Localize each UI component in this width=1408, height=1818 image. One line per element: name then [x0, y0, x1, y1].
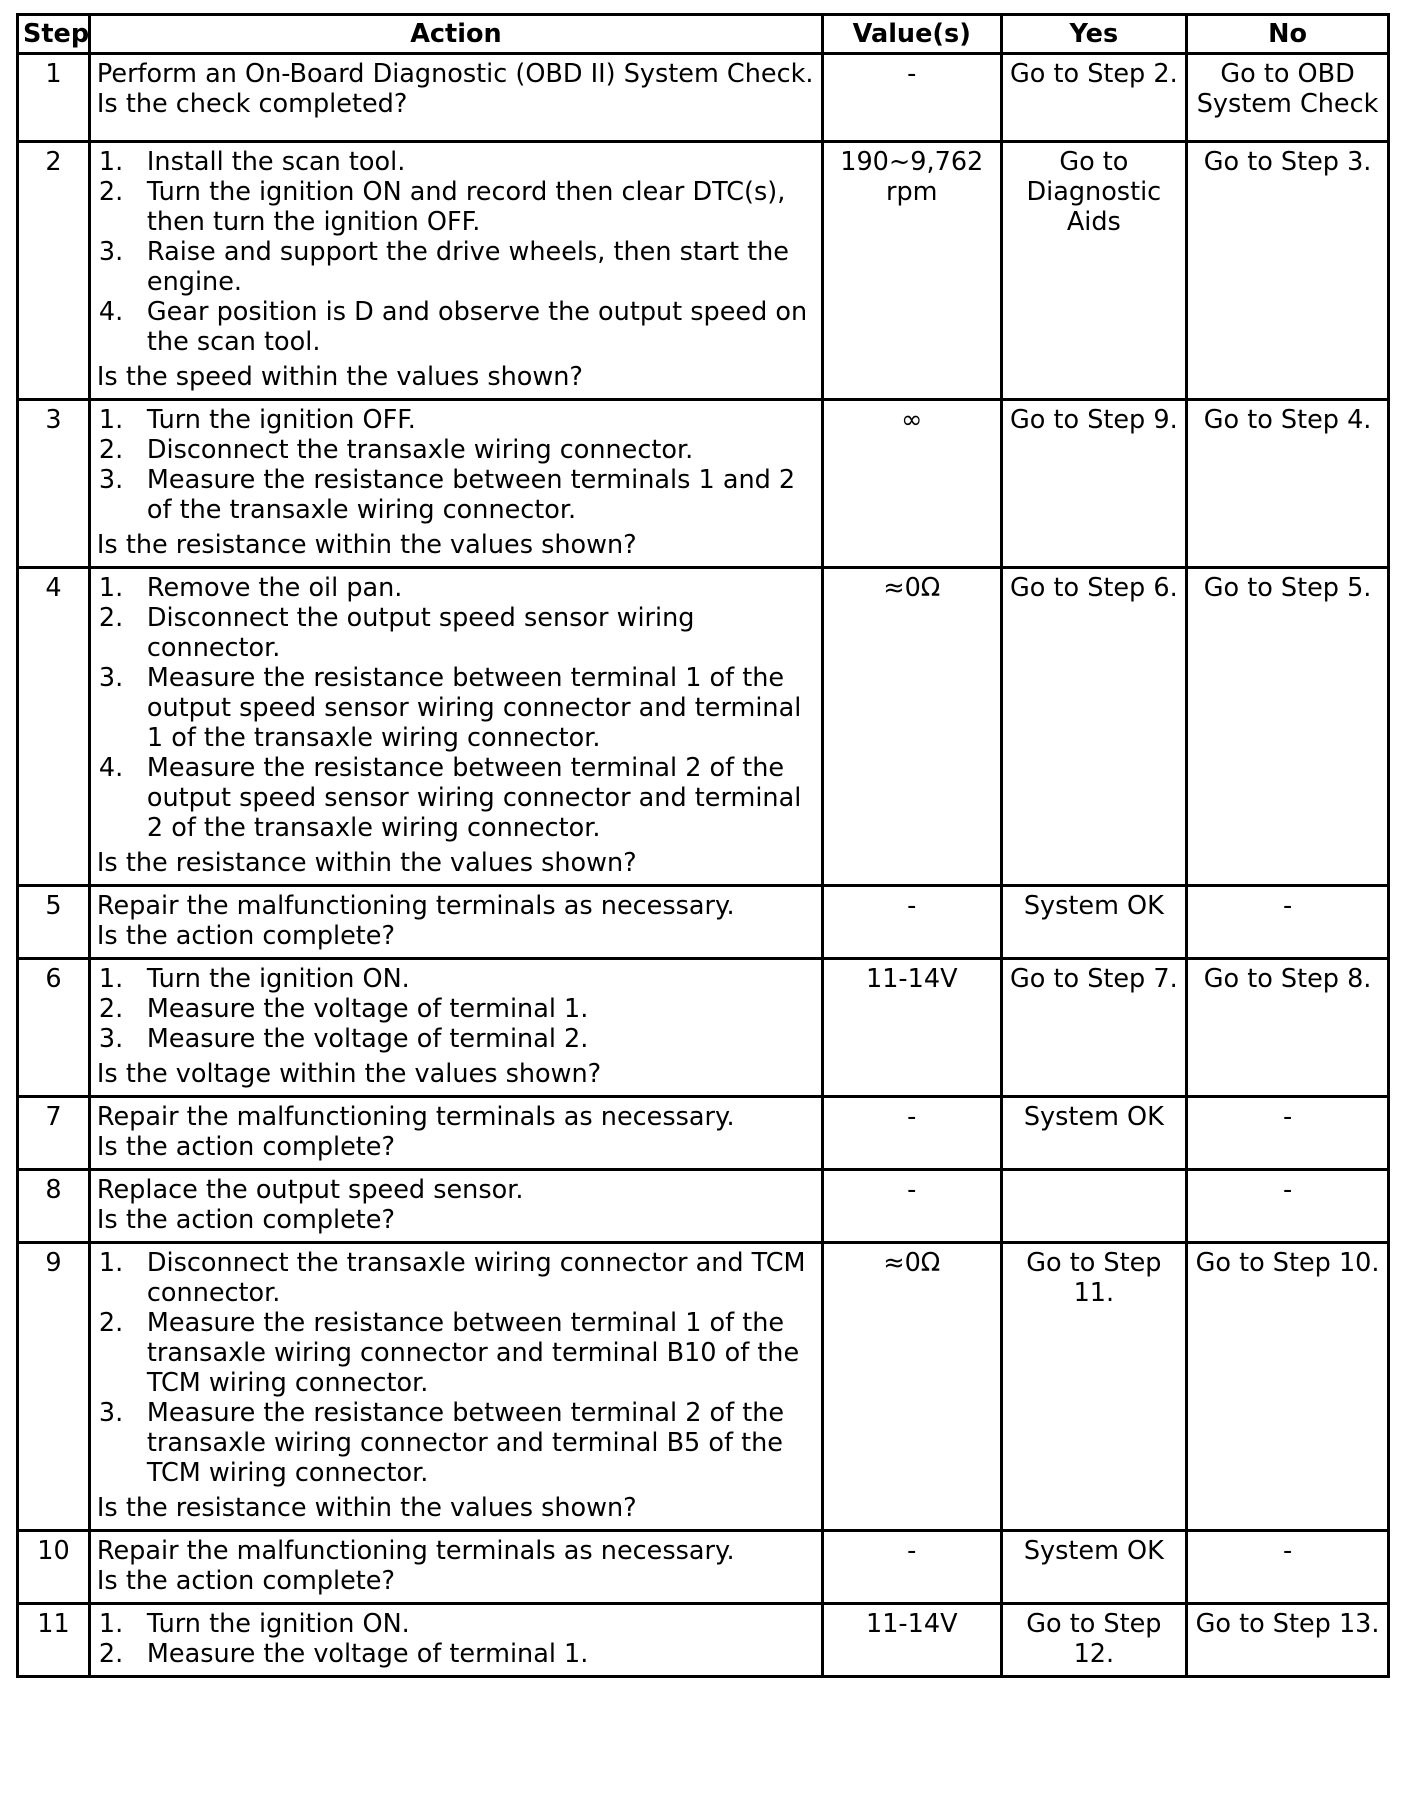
action-step-item — [97, 297, 815, 357]
action-question: Is the voltage within the values shown? — [96, 1059, 602, 1089]
action-step-item — [97, 603, 815, 663]
action-step-text: Raise and support the drive wheels, then start the engine. — [146, 237, 789, 297]
action-step-item — [97, 964, 815, 994]
action-question: Is the action complete? — [96, 921, 396, 951]
yes-cell: System OK — [1001, 886, 1187, 959]
action-step-text: Measure the resistance between terminals 1 and 2 of the transaxle wiring connector. — [146, 465, 796, 525]
action-step-number: 2. — [98, 1308, 124, 1338]
value-cell: - — [822, 54, 1001, 142]
table-row — [18, 886, 1389, 959]
action-step-text: Measure the resistance between terminal 1 of the transaxle wiring connector and terminal B10 of the TCM wiring connector. — [146, 1308, 800, 1398]
table-row — [18, 959, 1389, 1097]
action-question: Is the resistance within the values shown? — [96, 1493, 637, 1523]
value-cell: 11-14V — [822, 959, 1001, 1097]
yes-cell: Go to Diagnostic Aids — [1001, 142, 1187, 400]
no-cell: - — [1187, 886, 1389, 959]
value-cell: 190~9,762 rpm — [822, 142, 1001, 400]
action-step-text: Measure the voltage of terminal 2. — [146, 1024, 589, 1054]
action-step-number: 3. — [98, 1398, 124, 1428]
action-cell — [89, 1243, 822, 1531]
action-cell — [89, 886, 822, 959]
action-step-number: 1. — [98, 147, 124, 177]
action-text: Replace the output speed sensor. — [96, 1175, 524, 1205]
action-steps-list — [97, 964, 815, 1054]
no-cell: Go to Step 8. — [1187, 959, 1389, 1097]
action-question: Is the resistance within the values shown? — [96, 848, 637, 878]
value-cell: - — [822, 1531, 1001, 1604]
action-step-number: 4. — [98, 297, 124, 327]
action-step-text: Disconnect the transaxle wiring connector. — [146, 435, 694, 465]
action-text: Repair the malfunctioning terminals as necessary. — [96, 891, 735, 921]
action-step-text: Turn the ignition ON and record then clear DTC(s), then turn the ignition OFF. — [146, 177, 786, 237]
table-row — [18, 54, 1389, 142]
action-cell — [89, 568, 822, 886]
action-step-text: Measure the voltage of terminal 1. — [146, 994, 589, 1024]
header-step: Step — [18, 15, 90, 54]
action-step-item — [97, 753, 815, 843]
header-yes: Yes — [1001, 15, 1187, 54]
action-question: Is the action complete? — [96, 1132, 396, 1162]
action-step-item — [97, 465, 815, 525]
yes-cell: System OK — [1001, 1097, 1187, 1170]
header-row — [18, 15, 1389, 54]
action-step-number: 1. — [98, 964, 124, 994]
table-row — [18, 1531, 1389, 1604]
action-step-item — [97, 1308, 815, 1398]
action-question: Is the speed within the values shown? — [96, 362, 583, 392]
yes-cell: Go to Step 7. — [1001, 959, 1187, 1097]
action-step-item — [97, 237, 815, 297]
action-text: Perform an On-Board Diagnostic (OBD II) System Check. — [96, 59, 814, 89]
step-number: 7 — [18, 1097, 90, 1170]
action-steps-list — [97, 147, 815, 357]
action-step-number: 4. — [98, 753, 124, 783]
action-step-number: 3. — [98, 663, 124, 693]
action-step-text: Disconnect the transaxle wiring connector and TCM connector. — [146, 1248, 806, 1308]
action-step-number: 1. — [98, 573, 124, 603]
action-cell — [89, 959, 822, 1097]
action-step-item — [97, 405, 815, 435]
no-cell: - — [1187, 1097, 1389, 1170]
step-number: 1 — [18, 54, 90, 142]
step-number: 6 — [18, 959, 90, 1097]
value-cell: ≈0Ω — [822, 1243, 1001, 1531]
action-step-number: 1. — [98, 1609, 124, 1639]
action-cell — [89, 1604, 822, 1677]
value-cell: 11-14V — [822, 1604, 1001, 1677]
action-cell — [89, 1170, 822, 1243]
action-text: Repair the malfunctioning terminals as necessary. — [96, 1536, 735, 1566]
value-cell: - — [822, 1170, 1001, 1243]
action-step-number: 2. — [98, 603, 124, 633]
action-step-text: Install the scan tool. — [146, 147, 406, 177]
table-row — [18, 400, 1389, 568]
action-steps-list — [97, 1609, 815, 1669]
action-step-number: 2. — [98, 177, 124, 207]
action-cell — [89, 142, 822, 400]
action-question: Is the check completed? — [96, 89, 408, 119]
action-step-text: Measure the resistance between terminal 2 of the output speed sensor wiring connector and terminal 2 of the transaxle wiring connector. — [146, 753, 802, 843]
action-step-text: Turn the ignition OFF. — [146, 405, 416, 435]
action-step-item — [97, 994, 815, 1024]
diagnostic-table — [16, 13, 1390, 1678]
action-step-item — [97, 1639, 815, 1669]
step-number: 5 — [18, 886, 90, 959]
action-step-number: 1. — [98, 1248, 124, 1278]
step-number: 10 — [18, 1531, 90, 1604]
action-cell — [89, 54, 822, 142]
no-cell: - — [1187, 1531, 1389, 1604]
action-step-number: 3. — [98, 465, 124, 495]
action-step-text: Measure the voltage of terminal 1. — [146, 1639, 589, 1669]
value-cell: ∞ — [822, 400, 1001, 568]
yes-cell: System OK — [1001, 1531, 1187, 1604]
action-question: Is the action complete? — [96, 1205, 396, 1235]
table-row — [18, 142, 1389, 400]
action-steps-list — [97, 1248, 815, 1488]
value-cell: - — [822, 1097, 1001, 1170]
header-values: Value(s) — [822, 15, 1001, 54]
header-action: Action — [89, 15, 822, 54]
no-cell: Go to Step 3. — [1187, 142, 1389, 400]
yes-cell: Go to Step 12. — [1001, 1604, 1187, 1677]
step-number: 4 — [18, 568, 90, 886]
no-cell: Go to Step 10. — [1187, 1243, 1389, 1531]
action-steps-list — [97, 405, 815, 525]
yes-cell: Go to Step 11. — [1001, 1243, 1187, 1531]
value-cell: ≈0Ω — [822, 568, 1001, 886]
no-cell: - — [1187, 1170, 1389, 1243]
action-cell — [89, 400, 822, 568]
action-step-item — [97, 663, 815, 753]
action-step-item — [97, 147, 815, 177]
action-step-item — [97, 435, 815, 465]
action-step-text: Turn the ignition ON. — [146, 964, 410, 994]
table-body — [18, 54, 1389, 1677]
yes-cell — [1001, 1170, 1187, 1243]
step-number: 2 — [18, 142, 90, 400]
action-step-number: 3. — [98, 237, 124, 267]
action-step-number: 2. — [98, 994, 124, 1024]
header-no: No — [1187, 15, 1389, 54]
action-steps-list — [97, 573, 815, 843]
step-number: 3 — [18, 400, 90, 568]
action-step-item — [97, 1398, 815, 1488]
action-question: Is the resistance within the values shown? — [96, 530, 637, 560]
action-step-text: Remove the oil pan. — [146, 573, 403, 603]
table-row — [18, 1170, 1389, 1243]
step-number: 8 — [18, 1170, 90, 1243]
table-row — [18, 1243, 1389, 1531]
no-cell: Go to Step 5. — [1187, 568, 1389, 886]
action-step-item — [97, 177, 815, 237]
action-step-number: 2. — [98, 435, 124, 465]
action-step-item — [97, 1024, 815, 1054]
value-cell: - — [822, 886, 1001, 959]
yes-cell: Go to Step 6. — [1001, 568, 1187, 886]
action-step-item — [97, 1248, 815, 1308]
yes-cell: Go to Step 9. — [1001, 400, 1187, 568]
action-step-item — [97, 1609, 815, 1639]
action-step-text: Measure the resistance between terminal 2 of the transaxle wiring connector and terminal B5 of the TCM wiring connector. — [146, 1398, 785, 1488]
action-step-item — [97, 573, 815, 603]
action-question: Is the action complete? — [96, 1566, 396, 1596]
action-step-number: 2. — [98, 1639, 124, 1669]
action-text: Repair the malfunctioning terminals as necessary. — [96, 1102, 735, 1132]
action-cell — [89, 1097, 822, 1170]
no-cell: Go to OBD System Check — [1187, 54, 1389, 142]
yes-cell: Go to Step 2. — [1001, 54, 1187, 142]
action-step-text: Turn the ignition ON. — [146, 1609, 410, 1639]
action-step-text: Measure the resistance between terminal 1 of the output speed sensor wiring connector and terminal 1 of the transaxle wiring connector. — [146, 663, 802, 753]
action-step-text: Gear position is D and observe the output speed on the scan tool. — [146, 297, 808, 357]
step-number: 11 — [18, 1604, 90, 1677]
action-step-text: Disconnect the output speed sensor wiring connector. — [146, 603, 695, 663]
action-cell — [89, 1531, 822, 1604]
no-cell: Go to Step 4. — [1187, 400, 1389, 568]
action-step-number: 1. — [98, 405, 124, 435]
table-row — [18, 568, 1389, 886]
table-row — [18, 1604, 1389, 1677]
step-number: 9 — [18, 1243, 90, 1531]
table-row — [18, 1097, 1389, 1170]
action-step-number: 3. — [98, 1024, 124, 1054]
no-cell: Go to Step 13. — [1187, 1604, 1389, 1677]
